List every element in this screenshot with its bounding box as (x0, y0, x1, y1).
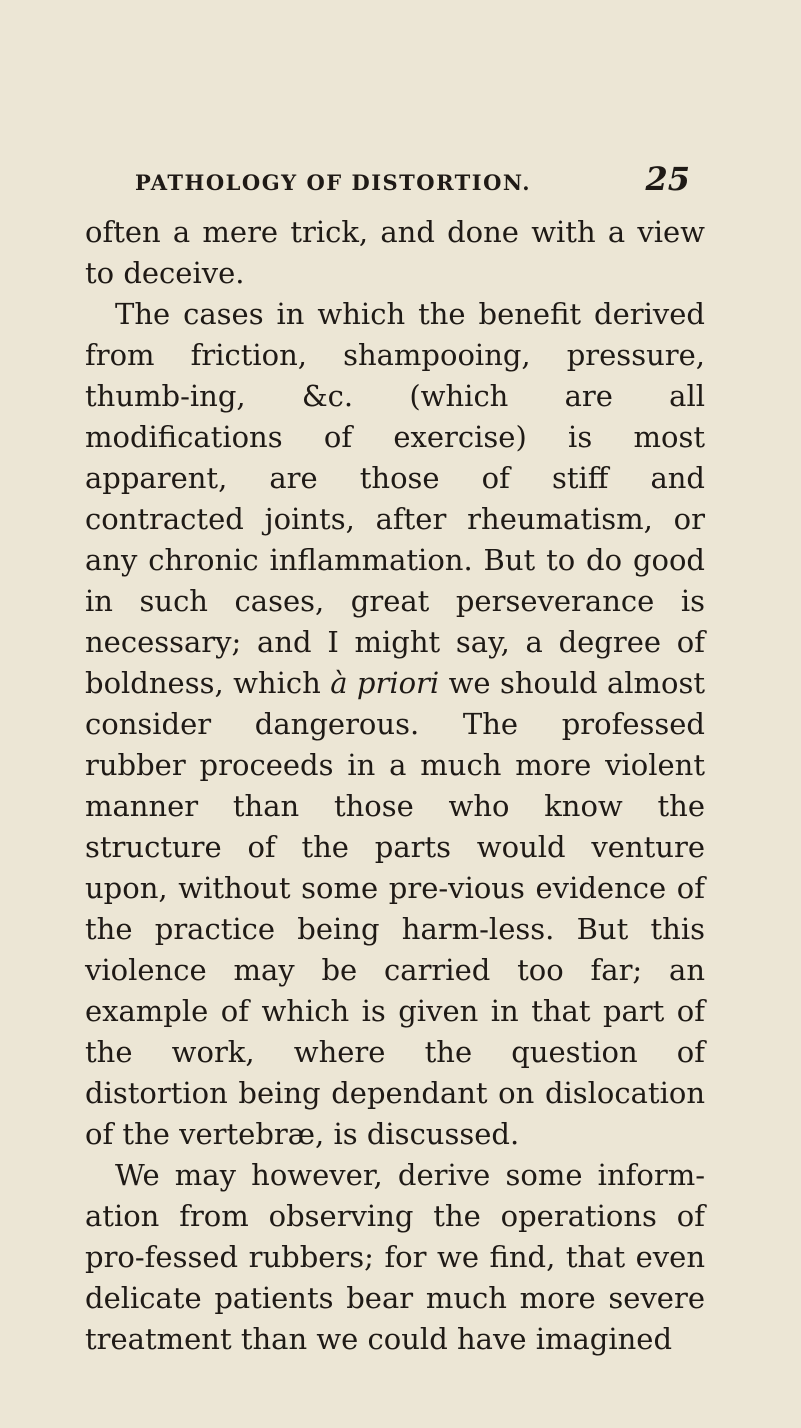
paragraph-2-italic: à priori (330, 666, 440, 700)
page-body (85, 212, 705, 1360)
running-title: PATHOLOGY OF DISTORTION. (135, 170, 532, 195)
paragraph-1: often a mere trick, and done with a view to deceive. (85, 215, 705, 290)
page-number: 25 (645, 160, 690, 198)
paragraph-2-text-a: The cases in which the benefit derived from friction, shampooing, pressure, thumb-ing, &c. (which are all modifications of exercise) is most apparent, are those of stiff and contracted joints, after rheumatism, or any chronic inflammation. But to do good in such cases, great perseverance is necessary; and I might say, a degree of boldness, which (85, 297, 705, 700)
page-header (135, 160, 690, 198)
paragraph-2-text-b: we should almost consider dangerous. The professed rubber proceeds in a much more violent manner than those who know the structure of the parts would venture upon, without some pre-vious evidence of the practice being harm-less. But this violence may be carried too far; an example of which is given in that part of the work, where the question of distortion being dependant on dislocation of the vertebræ, is discussed. (85, 666, 705, 1151)
paragraph-2 (85, 294, 705, 1155)
paragraph-3: We may however, derive some inform-ation from observing the operations of pro-fessed rubbers; for we find, that even delicate patients bear much more severe treatment than we could have imagined (85, 1158, 705, 1356)
